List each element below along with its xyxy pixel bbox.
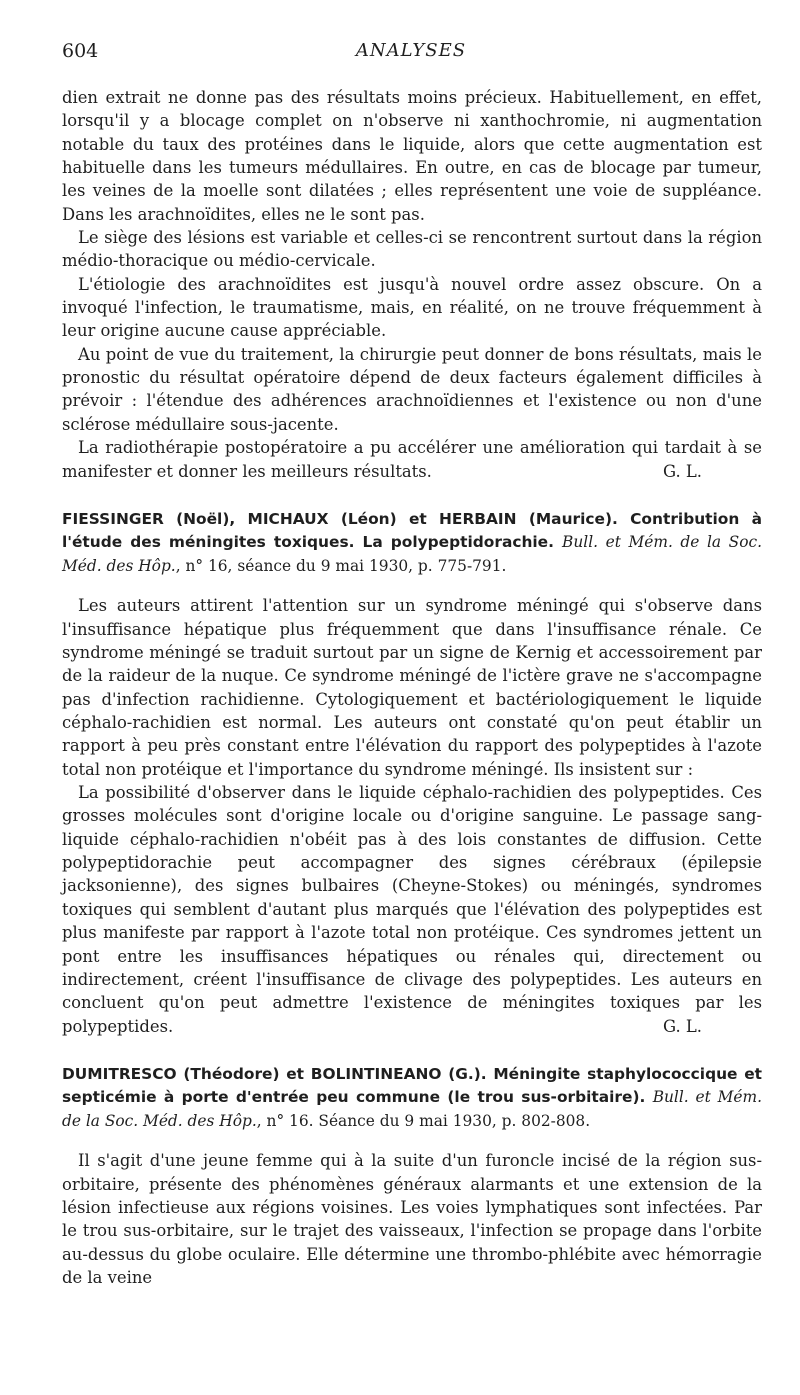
citation: , n° 16. Séance du 9 mai 1930, p. 802-808. — [256, 1111, 591, 1130]
journal-name: Bull. et Mém. de la Soc. Méd. des Hôp. — [62, 533, 762, 575]
review-heading — [62, 1063, 762, 1134]
paragraph: Le siège des lésions est variable et celles-ci se rencontrent surtout dans la région médio-thoracique ou médio-cervicale. — [62, 228, 762, 271]
review-fiessinger — [62, 508, 762, 1038]
citation: , n° 16, séance du 9 mai 1930, p. 775-791. — [175, 556, 507, 575]
page-number: 604 — [62, 40, 99, 62]
paragraph: L'étiologie des arachnoïdites est jusqu'à nouvel ordre assez obscure. On a invoqué l'infection, le traumatisme, mais, en réalité, on ne trouve fréquemment à leur origine aucune cause appréciable. — [62, 274, 762, 341]
paragraph: Au point de vue du traitement, la chirurgie peut donner de bons résultats, mais le pronostic du résultat opératoire dépend de deux facteurs également difficiles à prévoir : l'étendue des adhérences arachnoïdiennes et l'existence ou non d'une sclérose médullaire sous-jacente. — [62, 344, 762, 434]
review-title: Méningite staphylococcique et septicémie à porte d'entrée peu commune (le trou sus-orbitaire). — [62, 1064, 763, 1107]
page-header — [62, 40, 760, 70]
review-dumitresco — [62, 1063, 762, 1290]
page-content — [62, 86, 762, 1289]
signature: G. L. — [662, 1016, 702, 1036]
review-authors: FIESSINGER (Noël), MICHAUX (Léon) et HERBAIN (Maurice). — [62, 509, 618, 528]
review-authors: DUMITRESCO (Théodore) et BOLINTINEANO (G.). — [62, 1064, 487, 1083]
running-title: ANALYSES — [355, 40, 467, 61]
paragraph: La possibilité d'observer dans le liquide céphalo-rachidien des polypeptides. Ces grosses molécules sont d'origine locale ou d'origine sanguine. Le passage sang-liquide céphalo-rachidien n'obéit pas à des lois constantes de diffusion. Cette polypeptidorachie peut accompagner des signes cérébraux (épilepsie jacksonienne), des signes bulbaires (Cheyne-Stokes) ou méningés, syndromes toxiques qui semblent d'autant plus marqués que l'élévation des polypeptides est plus manifeste par rapport à l'azote total non protéique. Ces syndromes jettent un pont entre les insuffisances hépatiques ou rénales qui, directement ou indirectement, créent l'insuffisance de clivage des polypeptides. Les auteurs en concluent qu'on peut admettre l'existence de méningites toxiques par les polypeptides. — [62, 783, 762, 1036]
paragraph: dien extrait ne donne pas des résultats moins précieux. Habituellement, en effet, lorsqu'il y a blocage complet on n'observe ni xanthochromie, ni augmentation notable du taux des protéines dans le liquide, alors que cette augmentation est habituelle dans les tumeurs médullaires. En outre, en cas de blocage par tumeur, les veines de la moelle sont dilatées ; elles représentent une voie de suppléance. Dans les arachnoïdites, elles ne le sont pas. — [62, 88, 762, 224]
journal-name: Bull. et Mém. de la Soc. Méd. des Hôp. — [62, 1088, 763, 1130]
signature: G. L. — [662, 461, 702, 481]
review-continued — [62, 86, 762, 483]
paragraph: La radiothérapie postopératoire a pu accélérer une amélioration qui tardait à se manifester et donner les meilleurs résultats. — [62, 438, 762, 481]
review-heading — [62, 508, 762, 579]
paragraph: Il s'agit d'une jeune femme qui à la suite d'un furoncle incisé de la région sus-orbitaire, présente des phénomènes généraux alarmants et une extension de la lésion infectieuse aux régions voisines. Les voies lymphatiques sont infectées. Par le trou sus-orbitaire, sur le trajet des vaisseaux, l'infection se propage dans l'orbite au-dessus du globe oculaire. Elle détermine une thrombo-phlébite avec hémorragie de la veine — [62, 1151, 762, 1288]
review-title: Contribution à l'étude des méningites toxiques. La polypeptidorachie. — [62, 509, 763, 552]
paragraph: Les auteurs attirent l'attention sur un syndrome méningé qui s'observe dans l'insuffisance hépatique plus fréquemment que dans l'insuffisance rénale. Ce syndrome méningé se traduit surtout par un signe de Kernig et accessoirement par de la raideur de la nuque. Ce syndrome méningé de l'ictère grave ne s'accompagne pas d'infection rachidienne. Cytologiquement et bactériologiquement le liquide céphalo-rachidien est normal. Les auteurs ont constaté qu'on peut établir un rapport à peu près constant entre l'élévation du rapport des polypeptides à l'azote total non protéique et l'importance du syndrome méningé. Ils insistent sur : — [62, 596, 762, 779]
